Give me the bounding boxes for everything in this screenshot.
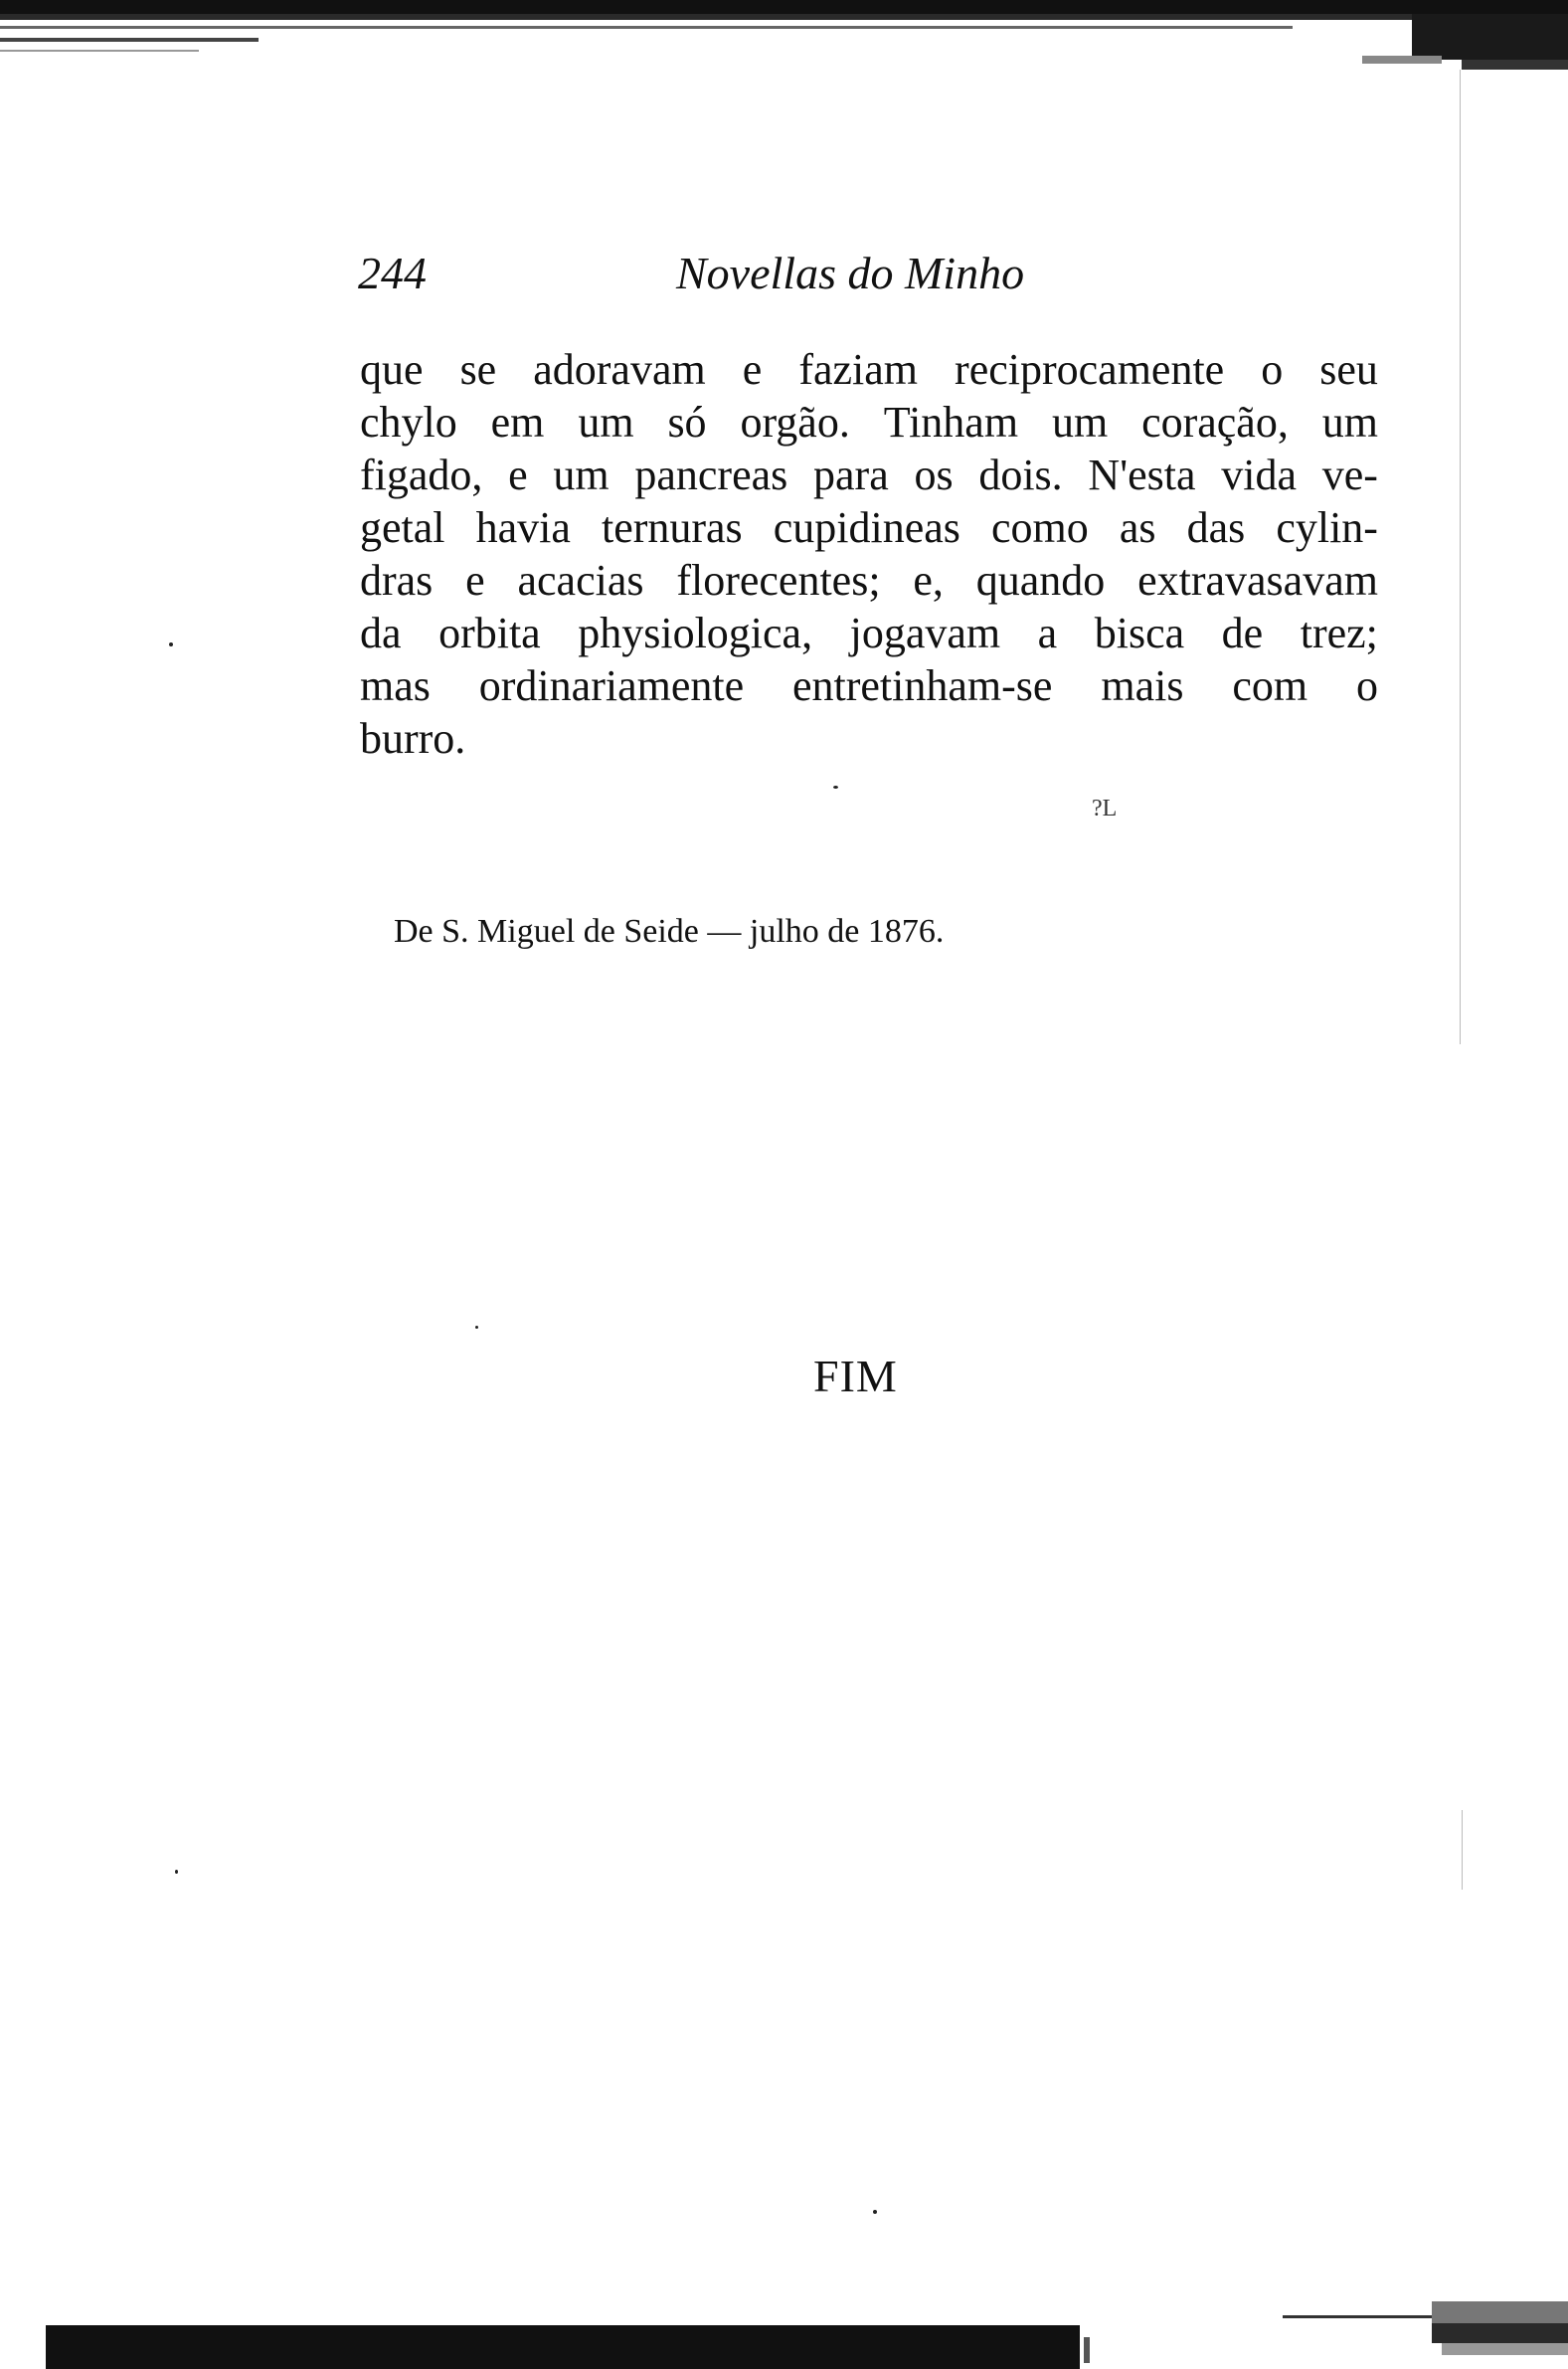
scan-speck <box>833 786 838 789</box>
body-word: entretinham-se <box>792 661 1053 710</box>
body-word: pancreas <box>634 451 788 499</box>
body-word: como <box>991 503 1089 552</box>
body-word: vida <box>1221 451 1298 499</box>
body-word: em <box>490 398 545 447</box>
body-word: figado, <box>360 451 483 499</box>
body-word: physiologica, <box>578 609 813 657</box>
scan-speck <box>169 642 173 646</box>
scan-speck <box>475 1326 478 1329</box>
body-word: as <box>1119 503 1156 552</box>
body-word: que <box>360 345 424 394</box>
body-word: ve- <box>1321 451 1378 499</box>
body-line <box>360 449 1378 501</box>
body-word: mais <box>1101 661 1184 710</box>
body-word: cylin- <box>1276 503 1378 552</box>
body-line <box>360 712 1378 765</box>
body-line <box>360 554 1378 607</box>
body-word: quando <box>975 556 1106 605</box>
body-word: getal <box>360 503 445 552</box>
scan-border-bottom <box>0 2287 1568 2369</box>
body-line <box>360 659 1378 712</box>
body-word: da <box>360 609 402 657</box>
body-word: adoravam <box>533 345 706 394</box>
closing-fim: FIM <box>813 1351 898 1401</box>
body-word: um <box>578 398 634 447</box>
body-word: jogavam <box>849 609 1001 657</box>
body-word: reciprocamente <box>955 345 1225 394</box>
body-word: os <box>914 451 954 499</box>
body-word: florecentes; <box>676 556 881 605</box>
body-word: orgão. <box>740 398 850 447</box>
body-word: a <box>1037 609 1058 657</box>
body-word: um <box>553 451 610 499</box>
body-word: seu <box>1319 345 1378 394</box>
body-word: com <box>1232 661 1308 710</box>
body-line <box>360 501 1378 554</box>
body-word: e <box>465 556 485 605</box>
body-word: mas <box>360 661 431 710</box>
body-word: e <box>508 451 528 499</box>
body-text <box>360 343 1378 765</box>
scan-edge-line <box>1460 70 1461 1044</box>
body-word: acacias <box>517 556 644 605</box>
sign-off-dateline: De S. Miguel de Seide — julho de 1876. <box>394 913 945 950</box>
body-word: burro. <box>360 714 466 763</box>
body-word: o <box>1261 345 1284 394</box>
running-title: Novellas do Minho <box>676 248 1025 298</box>
body-word: um <box>1051 398 1109 447</box>
body-line <box>360 607 1378 659</box>
body-word: Tinham <box>883 398 1019 447</box>
body-word: N'esta <box>1088 451 1196 499</box>
scan-border-top <box>0 0 1568 70</box>
body-word: extravasavam <box>1137 556 1378 605</box>
body-word: cupidineas <box>773 503 960 552</box>
body-word: só <box>667 398 707 447</box>
body-word: faziam <box>798 345 919 394</box>
body-word: das <box>1186 503 1246 552</box>
body-word: se <box>459 345 497 394</box>
body-word: orbita <box>438 609 541 657</box>
body-word: ternuras <box>601 503 743 552</box>
body-word: coração, <box>1141 398 1289 447</box>
body-word: de <box>1221 609 1264 657</box>
body-line <box>360 343 1378 396</box>
scan-speck <box>175 1870 178 1874</box>
body-word: chylo <box>360 398 457 447</box>
body-word: ordinariamente <box>478 661 745 710</box>
body-word: bisca <box>1094 609 1185 657</box>
scan-speck <box>873 2210 877 2214</box>
page-number: 244 <box>358 248 427 298</box>
body-word: e, <box>913 556 944 605</box>
body-word: dois. <box>978 451 1063 499</box>
body-word: o <box>1356 661 1378 710</box>
body-word: e <box>742 345 763 394</box>
body-word: um <box>1321 398 1378 447</box>
body-word: para <box>813 451 889 499</box>
body-line <box>360 396 1378 449</box>
stray-mark: ?L <box>1092 796 1118 821</box>
body-word: trez; <box>1300 609 1378 657</box>
body-word: havia <box>475 503 571 552</box>
body-word: dras <box>360 556 434 605</box>
scan-edge-line <box>1462 1810 1463 1890</box>
